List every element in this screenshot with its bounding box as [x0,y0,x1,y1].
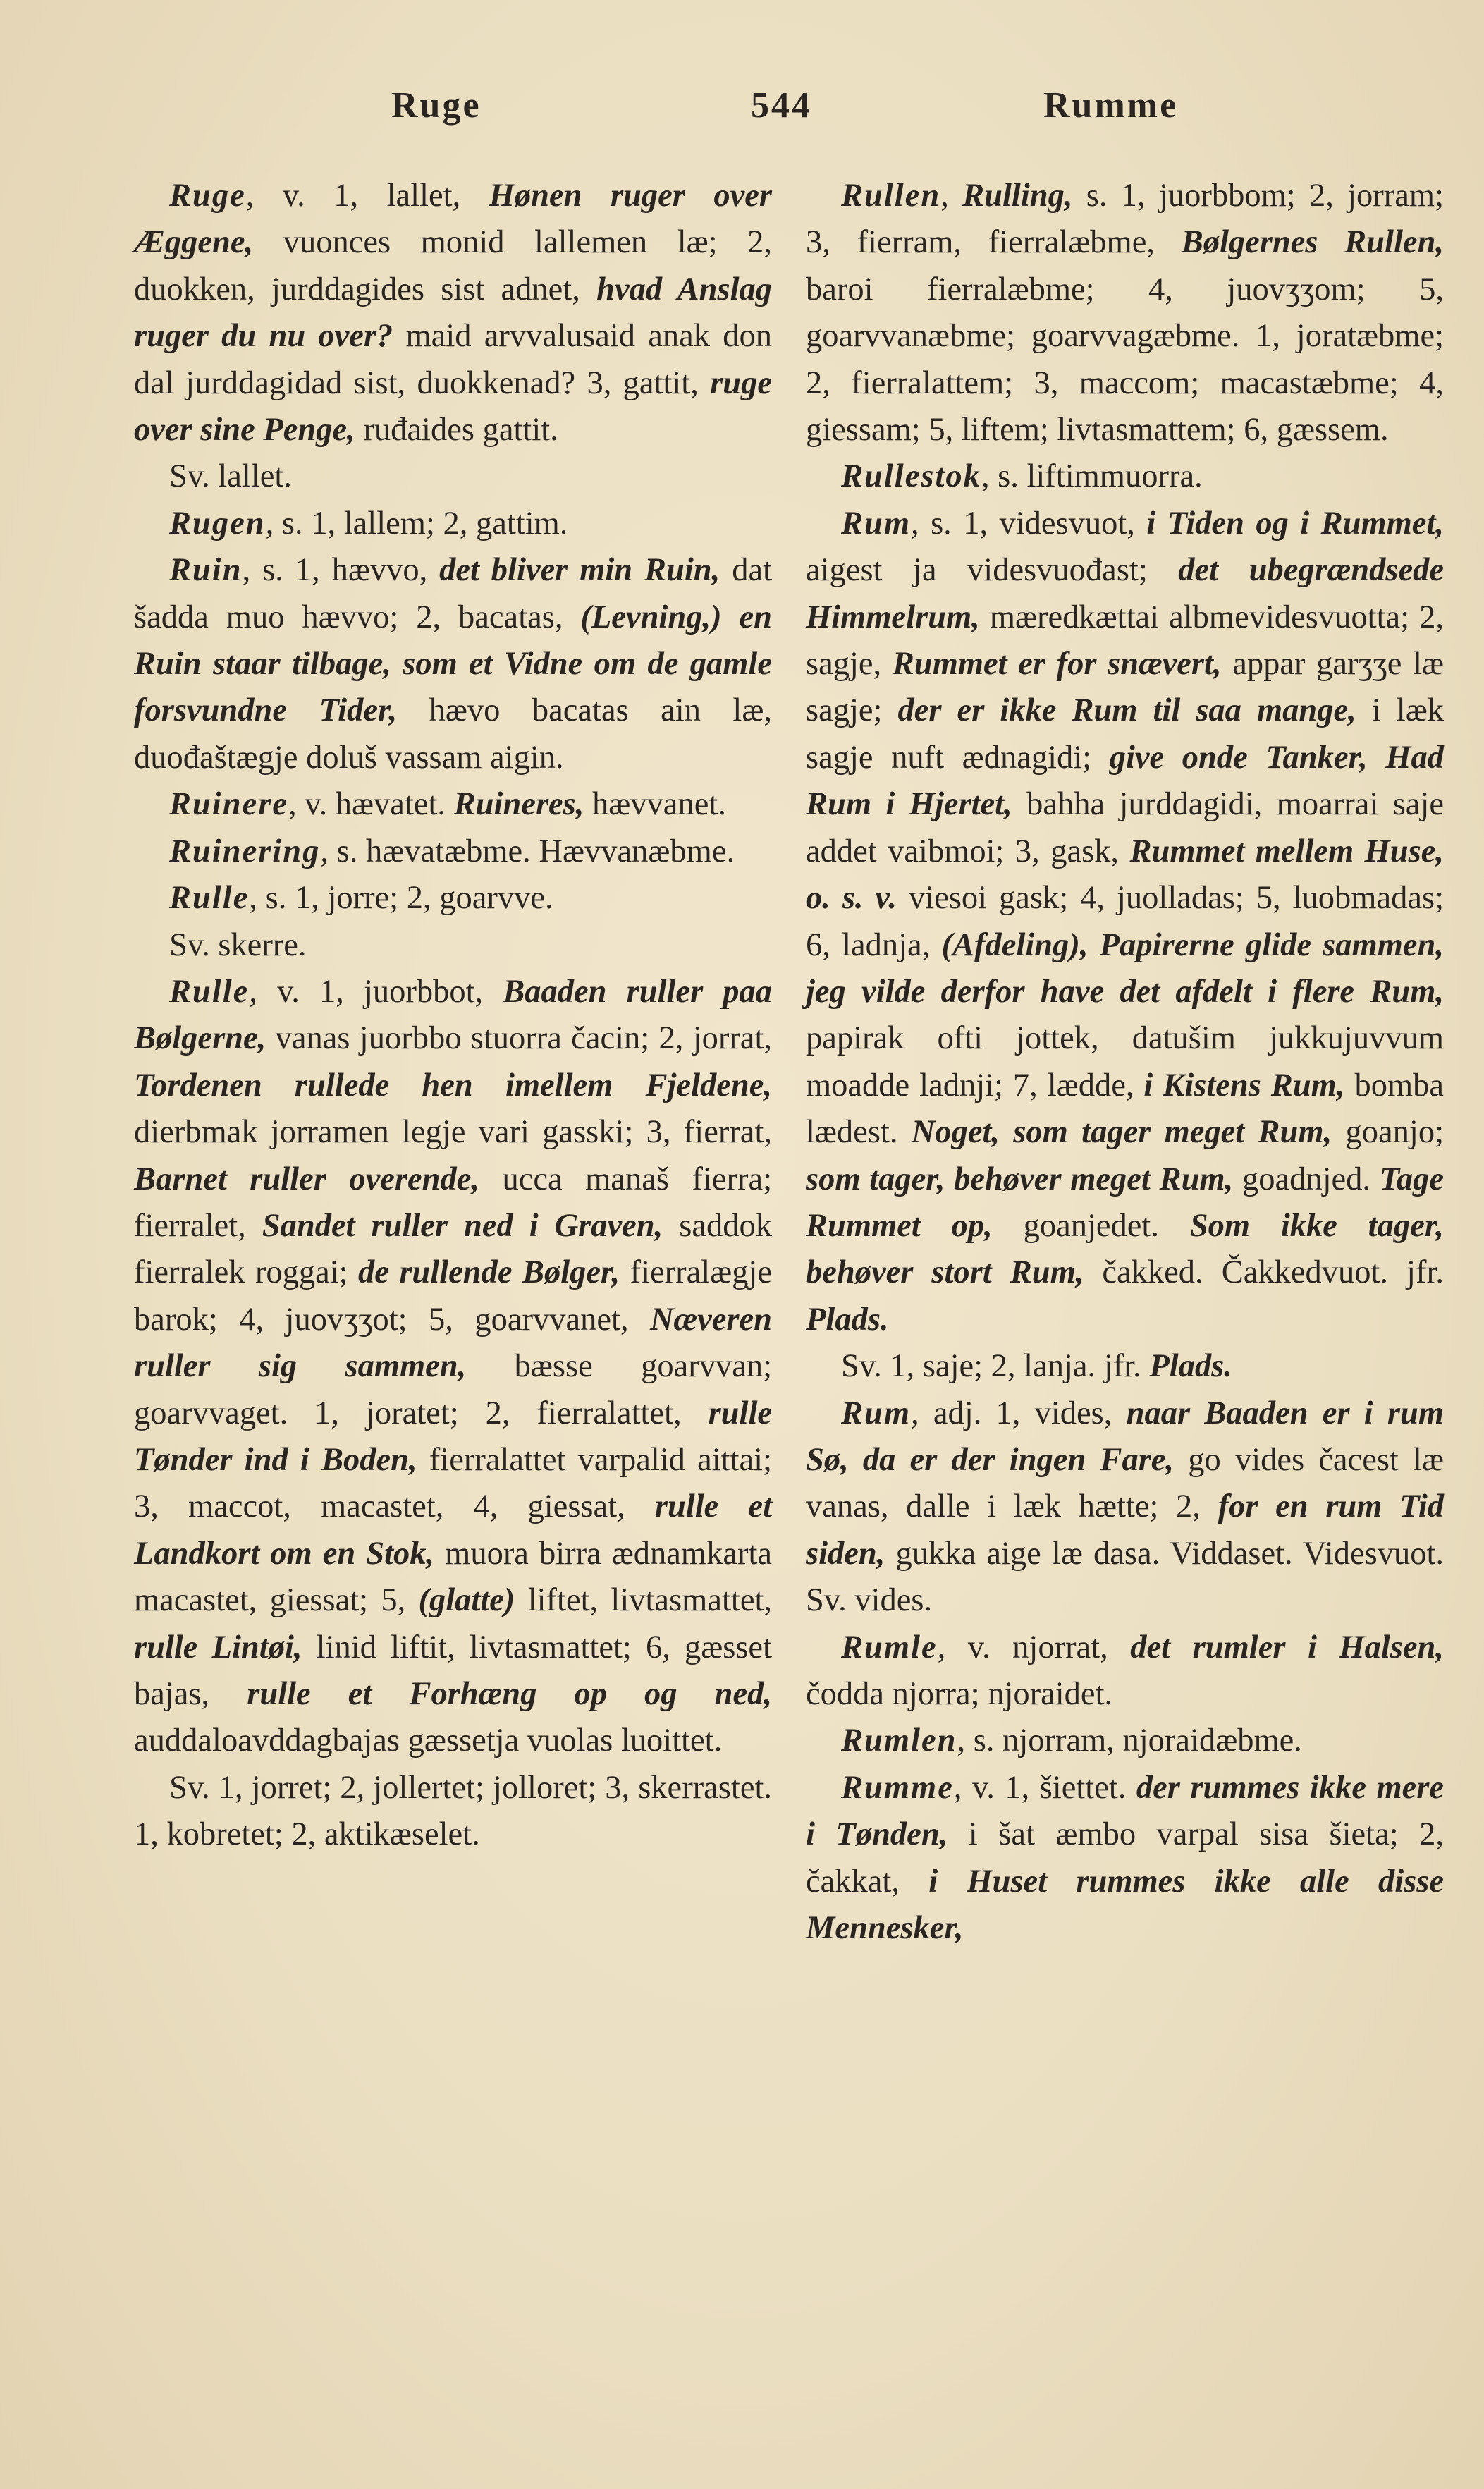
example-phrase: der rummes ikke mere i Tønden, [806,1769,1445,1853]
example-phrase: Som ikke tager, behøver stort Rum, [806,1207,1444,1291]
example-phrase: Hønen ruger over Æggene, [134,178,772,261]
entry-headword: Ruin [169,552,243,589]
dictionary-entry [806,1390,1444,1625]
entry-text: Sv. 1, jorret; 2, jollertet; jolloret; 3, skerrastet. 1, kobretet; 2, aktikæselet. [134,1769,772,1853]
entry-text: , adj. 1, vides, [911,1395,1127,1431]
entry-headword: Rum [841,505,912,542]
dictionary-entry [134,781,772,828]
example-phrase: i Tiden og i Rummet, [1146,505,1444,542]
entry-text: , v. 1, šiettet. [953,1769,1136,1806]
entry-text: čakked. Čakkedvuot. jfr. [1084,1254,1445,1291]
dictionary-entry [134,875,772,922]
example-phrase: de rullende Bølger, [358,1254,620,1291]
entry-headword: Rumlen [841,1723,957,1759]
example-phrase: Baaden ruller paa Bølgerne, [134,973,773,1057]
example-phrase: Plads. [1149,1348,1232,1385]
dictionary-entry [806,1625,1444,1718]
entry-headword: Rullestok [841,458,981,495]
example-phrase: i Huset rummes ikke alle disse Mennesker, [806,1863,1444,1947]
entry-text: bæsse goarvvan; goarvvaget. 1, joratet; 2, fierralattet, [134,1348,773,1431]
header-right-word: Rumme [1043,85,1179,126]
entry-text: dat šadda muo hævvo; 2, bacatas, [134,552,772,635]
entry-headword: Ruinering [169,833,321,869]
see-also-line [806,1343,1444,1390]
entry-text: baroi fierralæbme; 4, juovʒʒom; 5, goarvvanæbme; goarvvagæbme. 1, joratæbme; 2, fierralattem; 3, maccom; macastæbme; 4, giessam; 5, liftem; livtasmattem; 6, gæssem. [806,271,1444,448]
example-phrase: Rummet mellem Huse, o. s. v. [806,833,1444,917]
entry-text: gukka aige læ dasa. Viddaset. Videsvuot. Sv. vides. [806,1535,1444,1619]
header-left-word: Ruge [391,85,482,126]
entry-text: bahha jurddagidi, moarrai saje addet vaibmoi; 3, gask, [806,786,1444,869]
example-phrase: give onde Tanker, Had Rum i Hjertet, [806,739,1444,823]
example-phrase: Sandet ruller ned i Graven, [262,1207,663,1244]
dictionary-entry [134,501,772,547]
entry-text: s. 1, juorbbom; 2, jorram; 3, fierram, fierralæbme, [806,178,1444,261]
example-phrase: (Levning,) en Ruin staar tilbage, som et Vidne om de gamle forsvundne Tider, [134,599,772,729]
entry-text: aigest ja videsvuođast; [806,552,1179,589]
page-number: 544 [751,85,812,126]
example-phrase: Tordenen rullede hen imellem Fjeldene, [134,1067,772,1103]
example-phrase: Plads. [806,1301,889,1338]
dictionary-entry [806,173,1444,453]
dictionary-entry [806,501,1444,1343]
entry-text: , [940,178,963,214]
example-phrase: Noget, som tager meget Rum, [911,1114,1332,1151]
left-column [134,173,772,1859]
entry-text: Sv. lallet. [169,458,292,495]
entry-text: liftet, livtasmattet, [515,1582,772,1619]
entry-headword: Rum [841,1395,912,1431]
example-phrase: (glatte) [418,1582,515,1619]
example-phrase: i Kistens Rum, [1143,1067,1345,1103]
entry-text: vuonces monid lallemen læ; 2, duokken, jurddagides sist adnet, [134,224,772,307]
entry-text: saddok fierralek roggai; [134,1207,772,1291]
dictionary-entry [134,969,772,1765]
entry-text: appar garʒʒe læ sagje; [806,646,1445,729]
example-phrase: rulle Tønder ind i Boden, [134,1395,772,1478]
entry-text: i læk sagje nuft ædnagidi; [806,692,1444,776]
entry-text: , s. 1, videsvuot, [911,505,1147,542]
entry-text: , s. 1, jorre; 2, goarvve. [249,880,553,917]
example-phrase: Rummet er for snævert, [892,646,1222,683]
dictionary-entry [134,173,772,453]
entry-text: , s. hævatæbme. Hævvanæbme. [320,833,735,869]
entry-text: , s. 1, lallem; 2, gattim. [265,505,568,542]
entry-text: Sv. 1, saje; 2, lanja. jfr. [841,1348,1150,1385]
entry-headword: Rumme [841,1769,954,1806]
entry-headword: Rugen [169,505,266,542]
entry-text: , s. 1, hævvo, [242,552,440,589]
example-phrase: der er ikke Rum til saa mange, [897,692,1356,729]
see-also-line [134,922,772,969]
entry-text: bomba lædest. [806,1067,1445,1151]
entry-text: goanjo; [1332,1114,1444,1151]
entry-text: go vides čacest læ vanas, dalle i læk hætte; 2, [806,1441,1444,1525]
dictionary-entry [134,547,772,781]
example-phrase: Bølgernes Rullen, [1181,224,1444,261]
entry-headword: Rulle [169,880,250,917]
example-phrase: det bliver min Ruin, [439,552,720,589]
example-phrase: hvad Anslag ruger du nu over? [134,271,772,355]
example-phrase: det rumler i Halsen, [1130,1629,1444,1665]
entry-headword: Ruinere [169,786,289,823]
dictionary-entry [806,1718,1444,1764]
entry-text: viesoi gask; 4, juolladas; 5, luobmadas; 6, ladnja, [806,880,1444,963]
entry-text: mæredkættai albmevidesvuotta; 2, sagje, [806,599,1444,683]
entry-text: fierralattet varpalid aittai; 3, maccot, macastet, 4, giessat, [134,1441,772,1525]
entry-text: papirak ofti jottek, datušim jukkujuvvum moadde ladnji; 7, lædde, [806,1020,1444,1103]
example-phrase: rulle Lintøi, [134,1629,302,1665]
example-phrase: ruge over sine Penge, [134,365,772,448]
entry-text: muora birra ædnamkarta macastet, giessat; 5, [134,1535,772,1619]
entry-headword: Rumle [841,1629,938,1665]
entry-text: linid liftit, livtasmattet; 6, gæsset bajas, [134,1629,772,1712]
entry-text: , v. 1, juorbbot, [249,973,503,1010]
dictionary-entry [806,1765,1444,1952]
running-header [0,71,1484,141]
example-phrase: det ubegrændsede Himmelrum, [806,552,1444,635]
example-phrase: Ruineres, [453,786,584,823]
example-phrase: Næveren ruller sig sammen, [134,1301,772,1385]
entry-text: , v. 1, lallet, [245,178,489,214]
entry-text: auddaloavddagbajas gæssetja vuolas luoittet. [134,1723,723,1759]
entry-text: fierralægje barok; 4, juovʒʒot; 5, goarvvanet, [134,1254,772,1338]
entry-text: vanas juorbbo stuorra čacin; 2, jorrat, [266,1020,772,1057]
example-phrase: Barnet ruller overende, [134,1161,479,1197]
entry-text: čodda njorra; njoraidet. [806,1676,1113,1712]
entry-text: Sv. skerre. [169,927,307,963]
entry-text: goadnjed. [1233,1161,1380,1197]
entry-text: hævo bacatas ain læ, duođaštægje doluš vassam aigin. [134,692,772,776]
example-phrase: (Afdeling), Papirerne glide sammen, jeg vilde derfor have det afdelt i flere Rum, [806,927,1445,1010]
entry-headword: Rulle [169,973,250,1010]
entry-text: dierbmak jorramen legje vari gasski; 3, fierrat, [134,1114,772,1151]
entry-text: ruđaides gattit. [355,412,558,448]
entry-text: i šat æmbo varpal sisa šieta; 2, čakkat, [806,1816,1444,1900]
see-also-line [134,453,772,500]
entry-headword: Rullen [841,178,941,214]
entry-headword: Ruge [169,178,246,214]
see-also-line [134,1765,772,1859]
example-phrase: rulle et Forhæng op og ned, [247,1676,772,1712]
entry-text: , v. njorrat, [937,1629,1131,1665]
dictionary-entry [134,828,772,875]
entry-text: hævvanet. [584,786,726,823]
dictionary-entry [806,453,1444,500]
example-phrase: som tager, behøver meget Rum, [806,1161,1234,1197]
example-phrase: rulle et Landkort om en Stok, [134,1488,772,1572]
entry-text: ucca manaš fierra; fierralet, [134,1161,773,1244]
entry-text: goanjedet. [992,1207,1190,1244]
example-phrase: naar Baaden er i rum Sø, da er der ingen Fare, [806,1395,1444,1478]
example-phrase: Tage Rummet op, [806,1161,1445,1244]
entry-text: , v. hævatet. [288,786,454,823]
example-phrase: Rulling, [962,178,1073,214]
entry-text: , s. njorram, njoraidæbme. [957,1723,1302,1759]
right-column [806,173,1444,1952]
example-phrase: for en rum Tid siden, [806,1488,1444,1572]
entry-text: , s. liftimmuorra. [981,458,1203,495]
entry-text: maid arvvalusaid anak don dal jurddagidad sist, duokkenad? 3, gattit, [134,318,772,401]
